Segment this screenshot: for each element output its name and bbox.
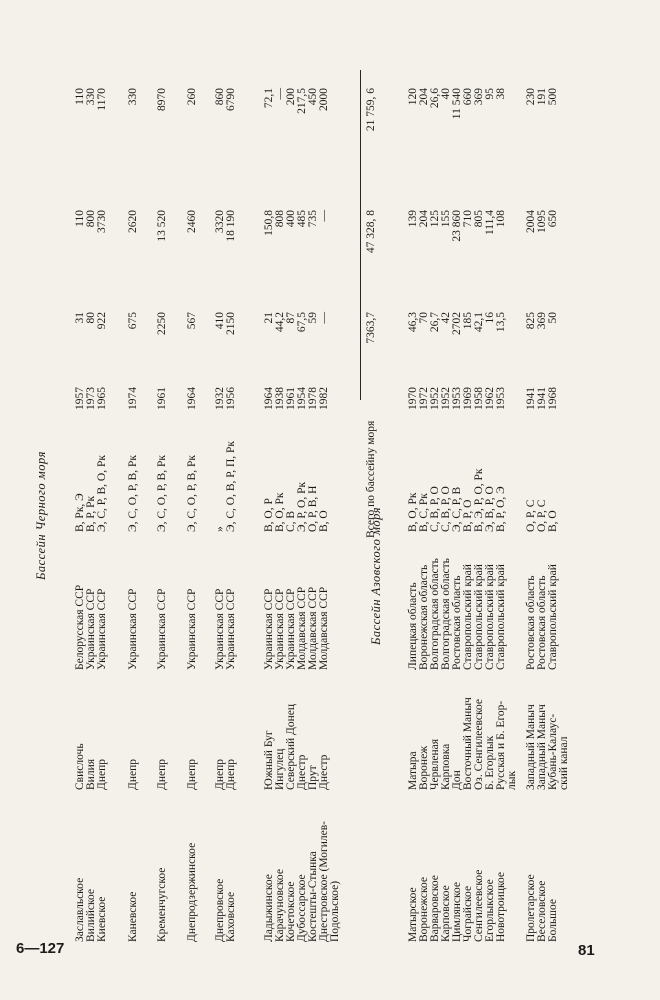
year-value: 1965	[96, 387, 108, 410]
cell-c: 230	[525, 88, 537, 106]
section-header: Бассейн Черного моря	[34, 451, 48, 580]
region-name: Ставропольский край	[495, 564, 507, 670]
river-name: Дон	[451, 770, 463, 790]
reservoir-name: Костешты-Стынка	[307, 851, 319, 942]
region-name: Ростовская область	[451, 575, 463, 670]
reservoir-name: Матырское	[407, 887, 419, 942]
cell-c: 11 540	[451, 88, 463, 120]
reservoir-name: Чограйское	[462, 885, 474, 942]
river-name: Днепр	[96, 758, 108, 790]
year-value: 1957	[74, 387, 86, 410]
region-name: Украинская ССР	[274, 588, 286, 670]
region-name: Белорусская ССР	[74, 584, 86, 670]
cell-volume: 18 190	[225, 210, 237, 242]
region-name: Украинская ССР	[96, 588, 108, 670]
river-name: Днепр	[225, 758, 237, 790]
reservoir-name: Воронежское	[418, 876, 430, 942]
river-name: Восточный Маныч	[462, 697, 474, 790]
year-value: 1938	[274, 387, 286, 410]
year-value: 1982	[318, 387, 330, 410]
use-codes: С, В	[285, 510, 297, 532]
cell-c: —	[274, 88, 286, 100]
region-name: Украинская ССР	[156, 588, 168, 670]
river-name: Южный Буг	[263, 730, 275, 790]
total-c: 21 759, 6	[365, 88, 377, 132]
cell-area: 59	[307, 312, 319, 324]
river-name: Кубань-Калаус-	[547, 713, 559, 790]
use-codes: В, О, Р	[263, 498, 275, 532]
page-number: 81	[578, 942, 595, 959]
reservoir-name: Днепровское	[214, 878, 226, 942]
river-name: Днепр	[127, 758, 139, 790]
region-name: Украинская ССР	[225, 588, 237, 670]
river-name: Западный Маныч	[536, 704, 548, 790]
reservoir-name: Кременчугское	[156, 867, 168, 942]
cell-area: 825	[525, 312, 537, 330]
region-name: Молдавская ССР	[307, 586, 319, 670]
reservoir-name: Днепродзержинское	[186, 842, 198, 942]
cell-area: 369	[536, 312, 548, 330]
reservoir-name: Днестровское (Могилев-	[318, 821, 330, 942]
cell-area: 42	[440, 312, 452, 324]
river-name: Западный Маныч	[525, 704, 537, 790]
reservoir-name: Кочетокское	[285, 881, 297, 942]
river-name: Днестр	[296, 754, 308, 790]
reservoir-name: Варваровское	[429, 875, 441, 942]
year-value: 1973	[85, 387, 97, 410]
cell-area: 16	[484, 312, 496, 324]
cell-area: 31	[74, 312, 86, 324]
region-name: Ставропольский край	[484, 564, 496, 670]
river-name: Свислочь	[74, 743, 86, 790]
year-value: 1974	[127, 387, 139, 410]
year-value: 1958	[473, 387, 485, 410]
cell-volume: 2620	[127, 210, 139, 233]
use-codes: В, Р, О	[462, 499, 474, 532]
river-name: Оз. Сенгилеевское	[473, 699, 485, 790]
use-codes: С, В, Р, О	[440, 486, 452, 532]
reservoir-name: Ладыжинское	[263, 874, 275, 942]
region-name: Украинская ССР	[186, 588, 198, 670]
cell-area: 410	[214, 312, 226, 330]
year-value: 1941	[536, 387, 548, 410]
cell-area: 2150	[225, 312, 237, 335]
year-value: 1952	[429, 387, 441, 410]
river-name: Карповка	[440, 743, 452, 790]
year-value: 1968	[547, 387, 559, 410]
cell-volume: 3320	[214, 210, 226, 233]
use-codes: Э, С, О, В, Р, П, Рк	[225, 441, 237, 532]
region-name: Украинская ССР	[214, 588, 226, 670]
reservoir-name: Киевское	[96, 896, 108, 942]
river-name: Вилия	[85, 758, 97, 790]
year-value: 1956	[225, 387, 237, 410]
region-name: Ставропольский край	[547, 564, 559, 670]
cell-c: 369	[473, 88, 485, 106]
cell-c: 8970	[156, 88, 168, 111]
reservoir-name: Пролетарское	[525, 874, 537, 942]
year-value: 1969	[462, 387, 474, 410]
river-name: Матыра	[407, 751, 419, 790]
cell-volume: 400	[285, 210, 297, 228]
total-rule	[360, 70, 361, 400]
region-name: Молдавская ССР	[296, 586, 308, 670]
use-codes: Э, С, Р, В, О, Рк	[96, 455, 108, 532]
cell-area: 44,2	[274, 312, 286, 333]
region-name: Ставропольский край	[473, 564, 485, 670]
total-label: Всего по бассейну моря	[365, 420, 377, 538]
cell-area: 21	[263, 312, 275, 324]
cell-volume: 1095	[536, 210, 548, 233]
section-header: Бассейн Азовского моря	[369, 506, 383, 645]
region-name: Воронежская область	[418, 564, 430, 670]
cell-c: 95	[484, 88, 496, 100]
cell-c: 204	[418, 88, 430, 106]
cell-area: 2250	[156, 312, 168, 335]
total-area: 7363,7	[365, 312, 377, 344]
cell-volume: 13 520	[156, 210, 168, 242]
reservoir-name: Каневское	[127, 891, 139, 942]
river-name: ский канал	[558, 736, 570, 790]
cell-area: 26,7	[429, 312, 441, 333]
reservoir-name: Веселовское	[536, 880, 548, 942]
reservoir-name: Цимлянское	[451, 881, 463, 942]
cell-area: 67,5	[296, 312, 308, 333]
cell-c: 72,1	[263, 88, 275, 109]
river-name: Воронеж	[418, 745, 430, 790]
total-volume: 47 328, 8	[365, 210, 377, 254]
region-name: Липецкая область	[407, 582, 419, 670]
reservoir-name: Егорлыкское	[484, 879, 496, 942]
cell-c: 260	[186, 88, 198, 106]
river-name: Ингулец	[274, 748, 286, 790]
cell-c: 110	[74, 88, 86, 105]
year-value: 1964	[186, 387, 198, 410]
region-name: Украинская ССР	[263, 588, 275, 670]
cell-c: 38	[495, 88, 507, 100]
cell-c: 660	[462, 88, 474, 106]
use-codes: О, Р, В, Н	[307, 485, 319, 532]
cell-volume: 139	[407, 210, 419, 228]
reservoir-name: Большое	[547, 898, 559, 942]
cell-volume: 2004	[525, 210, 537, 233]
cell-volume: 155	[440, 210, 452, 228]
cell-area: 80	[85, 312, 97, 324]
cell-c: 500	[547, 88, 559, 106]
year-value: 1964	[263, 387, 275, 410]
river-name: Прут	[307, 765, 319, 790]
year-value: 1970	[407, 387, 419, 410]
year-value: 1941	[525, 387, 537, 410]
cell-c: 2000	[318, 88, 330, 111]
river-name: Б. Егорлык	[484, 735, 496, 790]
cell-area: 567	[186, 312, 198, 330]
use-codes: Э, С, О, Р, В, Рк	[127, 455, 139, 532]
cell-volume: 108	[495, 210, 507, 228]
cell-c: 330	[127, 88, 139, 106]
use-codes: О, Р, С	[536, 499, 548, 532]
cell-c: 191	[536, 88, 548, 106]
cell-area: 42,1	[473, 312, 485, 333]
cell-area: —	[318, 312, 330, 324]
river-name: Днепр	[214, 758, 226, 790]
use-codes: Э, С, О, Р, В, Рк	[156, 455, 168, 532]
use-codes: В, Р, Рк	[85, 495, 97, 532]
region-name: Волгоградская область	[440, 558, 452, 670]
use-codes: В, О, Рк	[274, 492, 286, 532]
use-codes: С, В, Р, О	[429, 486, 441, 532]
cell-c: 26,6	[429, 88, 441, 109]
cell-c: 330	[85, 88, 97, 106]
river-name: Червленая	[429, 739, 441, 790]
cell-volume: 485	[296, 210, 308, 228]
reservoir-name: Карповское	[440, 885, 452, 942]
use-codes: Э, С, Р, В	[451, 486, 463, 532]
region-name: Волгоградская область	[429, 558, 441, 670]
reservoir-name: Каховское	[225, 891, 237, 942]
river-name: Русская и Б. Егор-	[495, 700, 507, 790]
cell-area: 185	[462, 312, 474, 330]
reservoir-name: Карачуновское	[274, 869, 286, 942]
region-name: Молдавская ССР	[318, 586, 330, 670]
year-value: 1953	[495, 387, 507, 410]
signature-marker: 6—127	[16, 940, 65, 957]
use-codes: Э, С, О, Р, В, Рк	[186, 455, 198, 532]
cell-area: 13,5	[495, 312, 507, 333]
use-codes: В, О	[547, 510, 559, 532]
year-value: 1932	[214, 387, 226, 410]
cell-volume: 125	[429, 210, 441, 228]
use-codes: В, С, Рк	[418, 493, 430, 532]
use-codes: В, Рк, Э	[74, 493, 86, 532]
year-value: 1962	[484, 387, 496, 410]
reservoir-name: Новотроицкое	[495, 872, 507, 942]
cell-area: 87	[285, 312, 297, 324]
region-name: Украинская ССР	[285, 588, 297, 670]
reservoir-name: Вилийское	[85, 889, 97, 942]
cell-c: 120	[407, 88, 419, 106]
region-name: Ставропольский край	[462, 564, 474, 670]
cell-c: 200	[285, 88, 297, 106]
cell-volume: 650	[547, 210, 559, 228]
cell-area: 675	[127, 312, 139, 330]
cell-volume: 710	[462, 210, 474, 228]
reservoir-name: Заславльское	[74, 877, 86, 942]
region-name: Ростовская область	[536, 575, 548, 670]
year-value: 1952	[440, 387, 452, 410]
cell-c: 860	[214, 88, 226, 106]
region-name: Украинская ССР	[85, 588, 97, 670]
cell-c: 40	[440, 88, 452, 100]
cell-volume: 808	[274, 210, 286, 228]
cell-area: 50	[547, 312, 559, 324]
cell-c: 450	[307, 88, 319, 106]
river-name: Днестр	[318, 754, 330, 790]
river-name: лык	[506, 770, 518, 790]
year-value: 1978	[307, 387, 319, 410]
cell-volume: 150,8	[263, 210, 275, 236]
region-name: Украинская ССР	[127, 588, 139, 670]
year-value: 1961	[156, 387, 168, 410]
region-name: Ростовская область	[525, 575, 537, 670]
cell-area: 2702	[451, 312, 463, 335]
cell-volume: 111,4	[484, 210, 496, 236]
cell-volume: 735	[307, 210, 319, 228]
cell-volume: 2460	[186, 210, 198, 233]
cell-area: 70	[418, 312, 430, 324]
cell-c: 1170	[96, 88, 108, 111]
reservoir-name: Дубоссарское	[296, 874, 308, 942]
river-name: Днепр	[156, 758, 168, 790]
use-codes: Э, В, Р, О	[484, 486, 496, 532]
use-codes: В, О	[318, 510, 330, 532]
reservoir-name: Сенгилеевское	[473, 869, 485, 942]
year-value: 1953	[451, 387, 463, 410]
cell-volume: 800	[85, 210, 97, 228]
cell-volume: 110	[74, 210, 86, 227]
use-codes: В, Р, О, Э	[495, 486, 507, 532]
use-codes: В, О, Рк	[407, 492, 419, 532]
use-codes: »	[214, 526, 226, 532]
cell-volume: 805	[473, 210, 485, 228]
year-value: 1972	[418, 387, 430, 410]
cell-area: 922	[96, 312, 108, 330]
use-codes: Э, Р, О, Рк	[296, 481, 308, 532]
cell-volume: 3730	[96, 210, 108, 233]
year-value: 1954	[296, 387, 308, 410]
cell-c: 6790	[225, 88, 237, 111]
cell-area: 46,3	[407, 312, 419, 333]
year-value: 1961	[285, 387, 297, 410]
river-name: Днепр	[186, 758, 198, 790]
river-name: Северский Донец	[285, 703, 297, 790]
use-codes: В, Э, Р, О, Рк	[473, 468, 485, 532]
reservoir-name: Подольское)	[329, 880, 341, 942]
cell-volume: 204	[418, 210, 430, 228]
cell-volume: 23 860	[451, 210, 463, 242]
cell-volume: —	[318, 210, 330, 222]
use-codes: О, Р, С	[525, 499, 537, 532]
cell-c: 217,5	[296, 88, 308, 114]
